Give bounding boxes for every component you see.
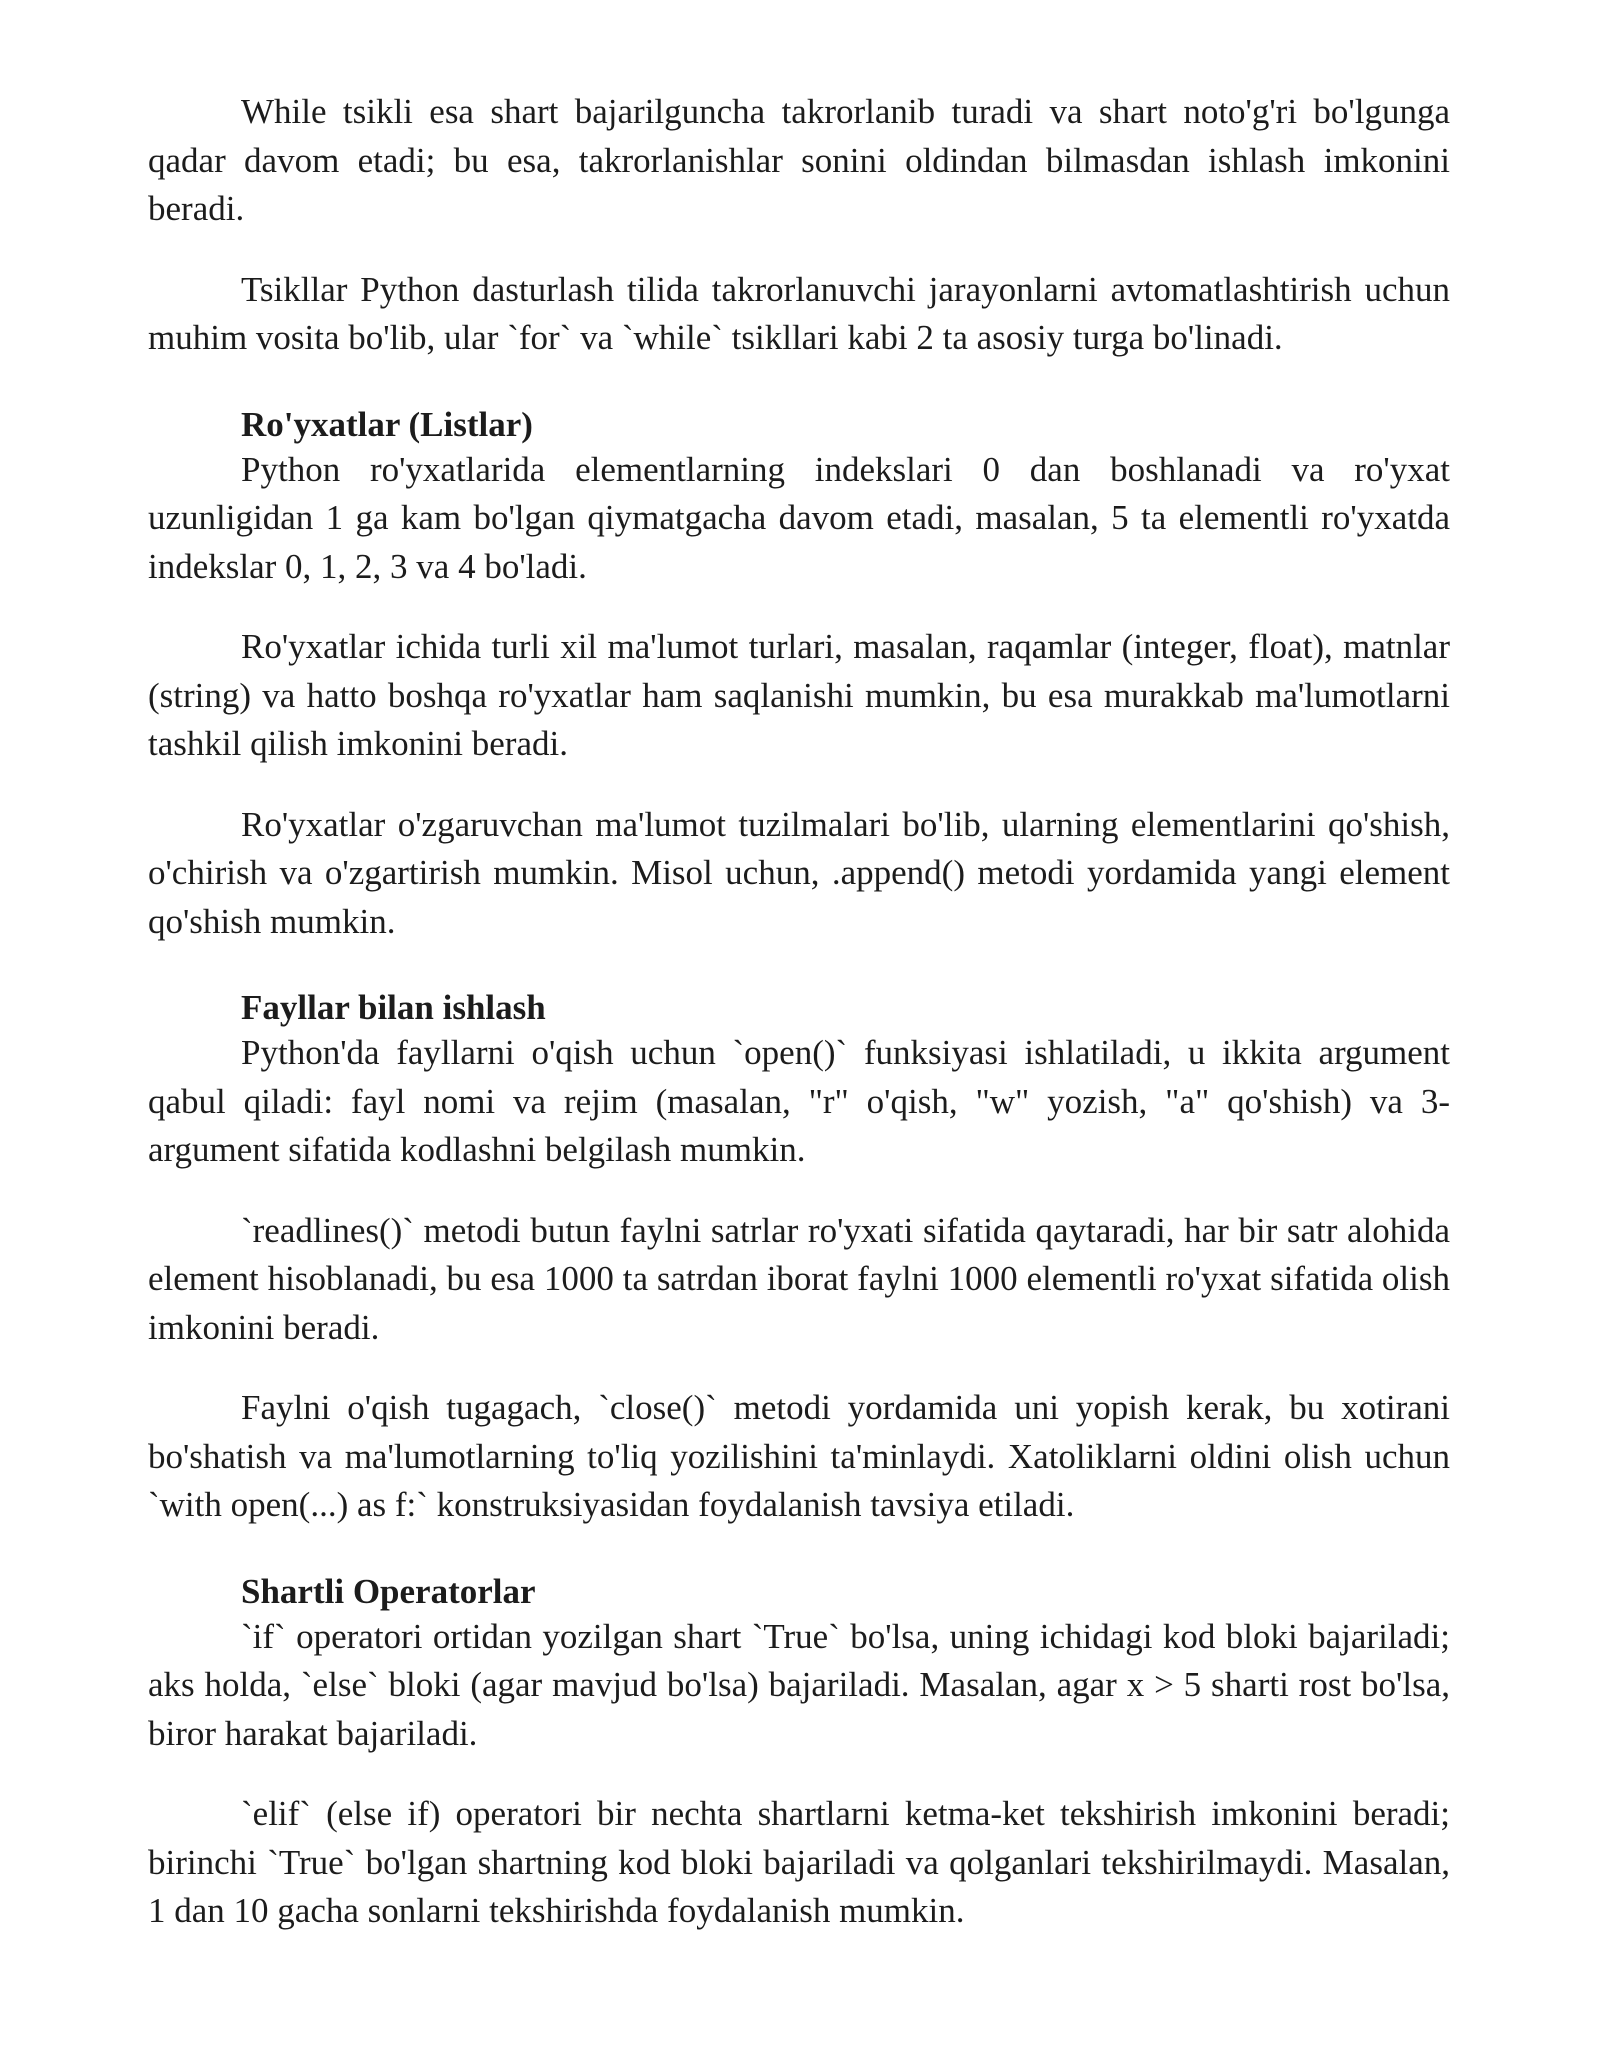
paragraph-readlines: `readlines()` metodi butun faylni satrlar ro'yxati sifatida qaytaradi, har bir satr alohida element hisoblanadi, bu esa 1000 ta satrdan iborat faylni 1000 elementli ro'yxat sifatida olish imkonini beradi. (148, 1210, 1450, 1347)
paragraph-if-operator: `if` operatori ortidan yozilgan shart `True` bo'lsa, uning ichidagi kod bloki bajariladi; aks holda, `else` bloki (agar mavjud bo'lsa) bajariladi. Masalan, agar x > 5 sharti rost bo'lsa, biror harakat bajariladi. (148, 1616, 1450, 1753)
paragraph-file-close: Faylni o'qish tugagach, `close()` metodi yordamida uni yopish kerak, bu xotirani bo'shatish va ma'lumotlarning to'liq yozilishini ta'minlaydi. Xatoliklarni oldini olish uchun `with open(...) as f:` konstruksiyasidan foydalanish tavsiya etiladi. (148, 1388, 1450, 1524)
section-heading-files: Fayllar bilan ishlash (241, 988, 546, 1027)
paragraph-while-loop: While tsikli esa shart bajarilguncha takrorlanib turadi va shart noto'g'ri bo'lgunga qadar davom etadi; bu esa, takrorlanishlar sonini oldindan bilmasdan ishlash imkonini beradi. (148, 92, 1450, 228)
paragraph-elif-operator: `elif` (else if) operatori bir nechta shartlarni ketma-ket tekshirish imkonini beradi; birinchi `True` bo'lgan shartning kod bloki bajariladi va qolganlari tekshirilmaydi. Masalan, 1 dan 10 gacha sonlarni tekshirishda foydalanish mumkin. (148, 1794, 1450, 1930)
paragraph-file-open: Python'da fayllarni o'qish uchun `open()` funksiyasi ishlatiladi, u ikkita argument qabul qiladi: fayl nomi va rejim (masalan, "r" o'qish, "w" yozish, "a" qo'shish) va 3-argument sifatida kodlashni belgilash mumkin. (148, 1033, 1450, 1169)
paragraph-list-indexes: Python ro'yxatlarida elementlarning indekslari 0 dan boshlanadi va ro'yxat uzunligidan 1 ga kam bo'lgan qiymatgacha davom etadi, masalan, 5 ta elementli ro'yxatda indekslar 0, 1, 2, 3 va 4 bo'ladi. (148, 449, 1450, 586)
document-page (148, 88, 1450, 1936)
paragraph-list-types: Ro'yxatlar ichida turli xil ma'lumot turlari, masalan, raqamlar (integer, float), matnlar (string) va hatto boshqa ro'yxatlar ham saqlanishi mumkin, bu esa murakkab ma'lumotlarni tashkil qilish imkonini beradi. (148, 627, 1450, 763)
section-heading-lists: Ro'yxatlar (Listlar) (241, 404, 533, 444)
paragraph-loops-summary: Tsikllar Python dasturlash tilida takrorlanuvchi jarayonlarni avtomatlashtirish uchun muhim vosita bo'lib, ular `for` va `while` tsikllari kabi 2 ta asosiy turga bo'linadi. (148, 269, 1450, 357)
section-heading-conditionals: Shartli Operatorlar (241, 1571, 536, 1611)
paragraph-list-mutable: Ro'yxatlar o'zgaruvchan ma'lumot tuzilmalari bo'lib, ularning elementlarini qo'shish, o'chirish va o'zgartirish mumkin. Misol uchun, .append() metodi yordamida yangi element qo'shish mumkin. (148, 804, 1450, 941)
